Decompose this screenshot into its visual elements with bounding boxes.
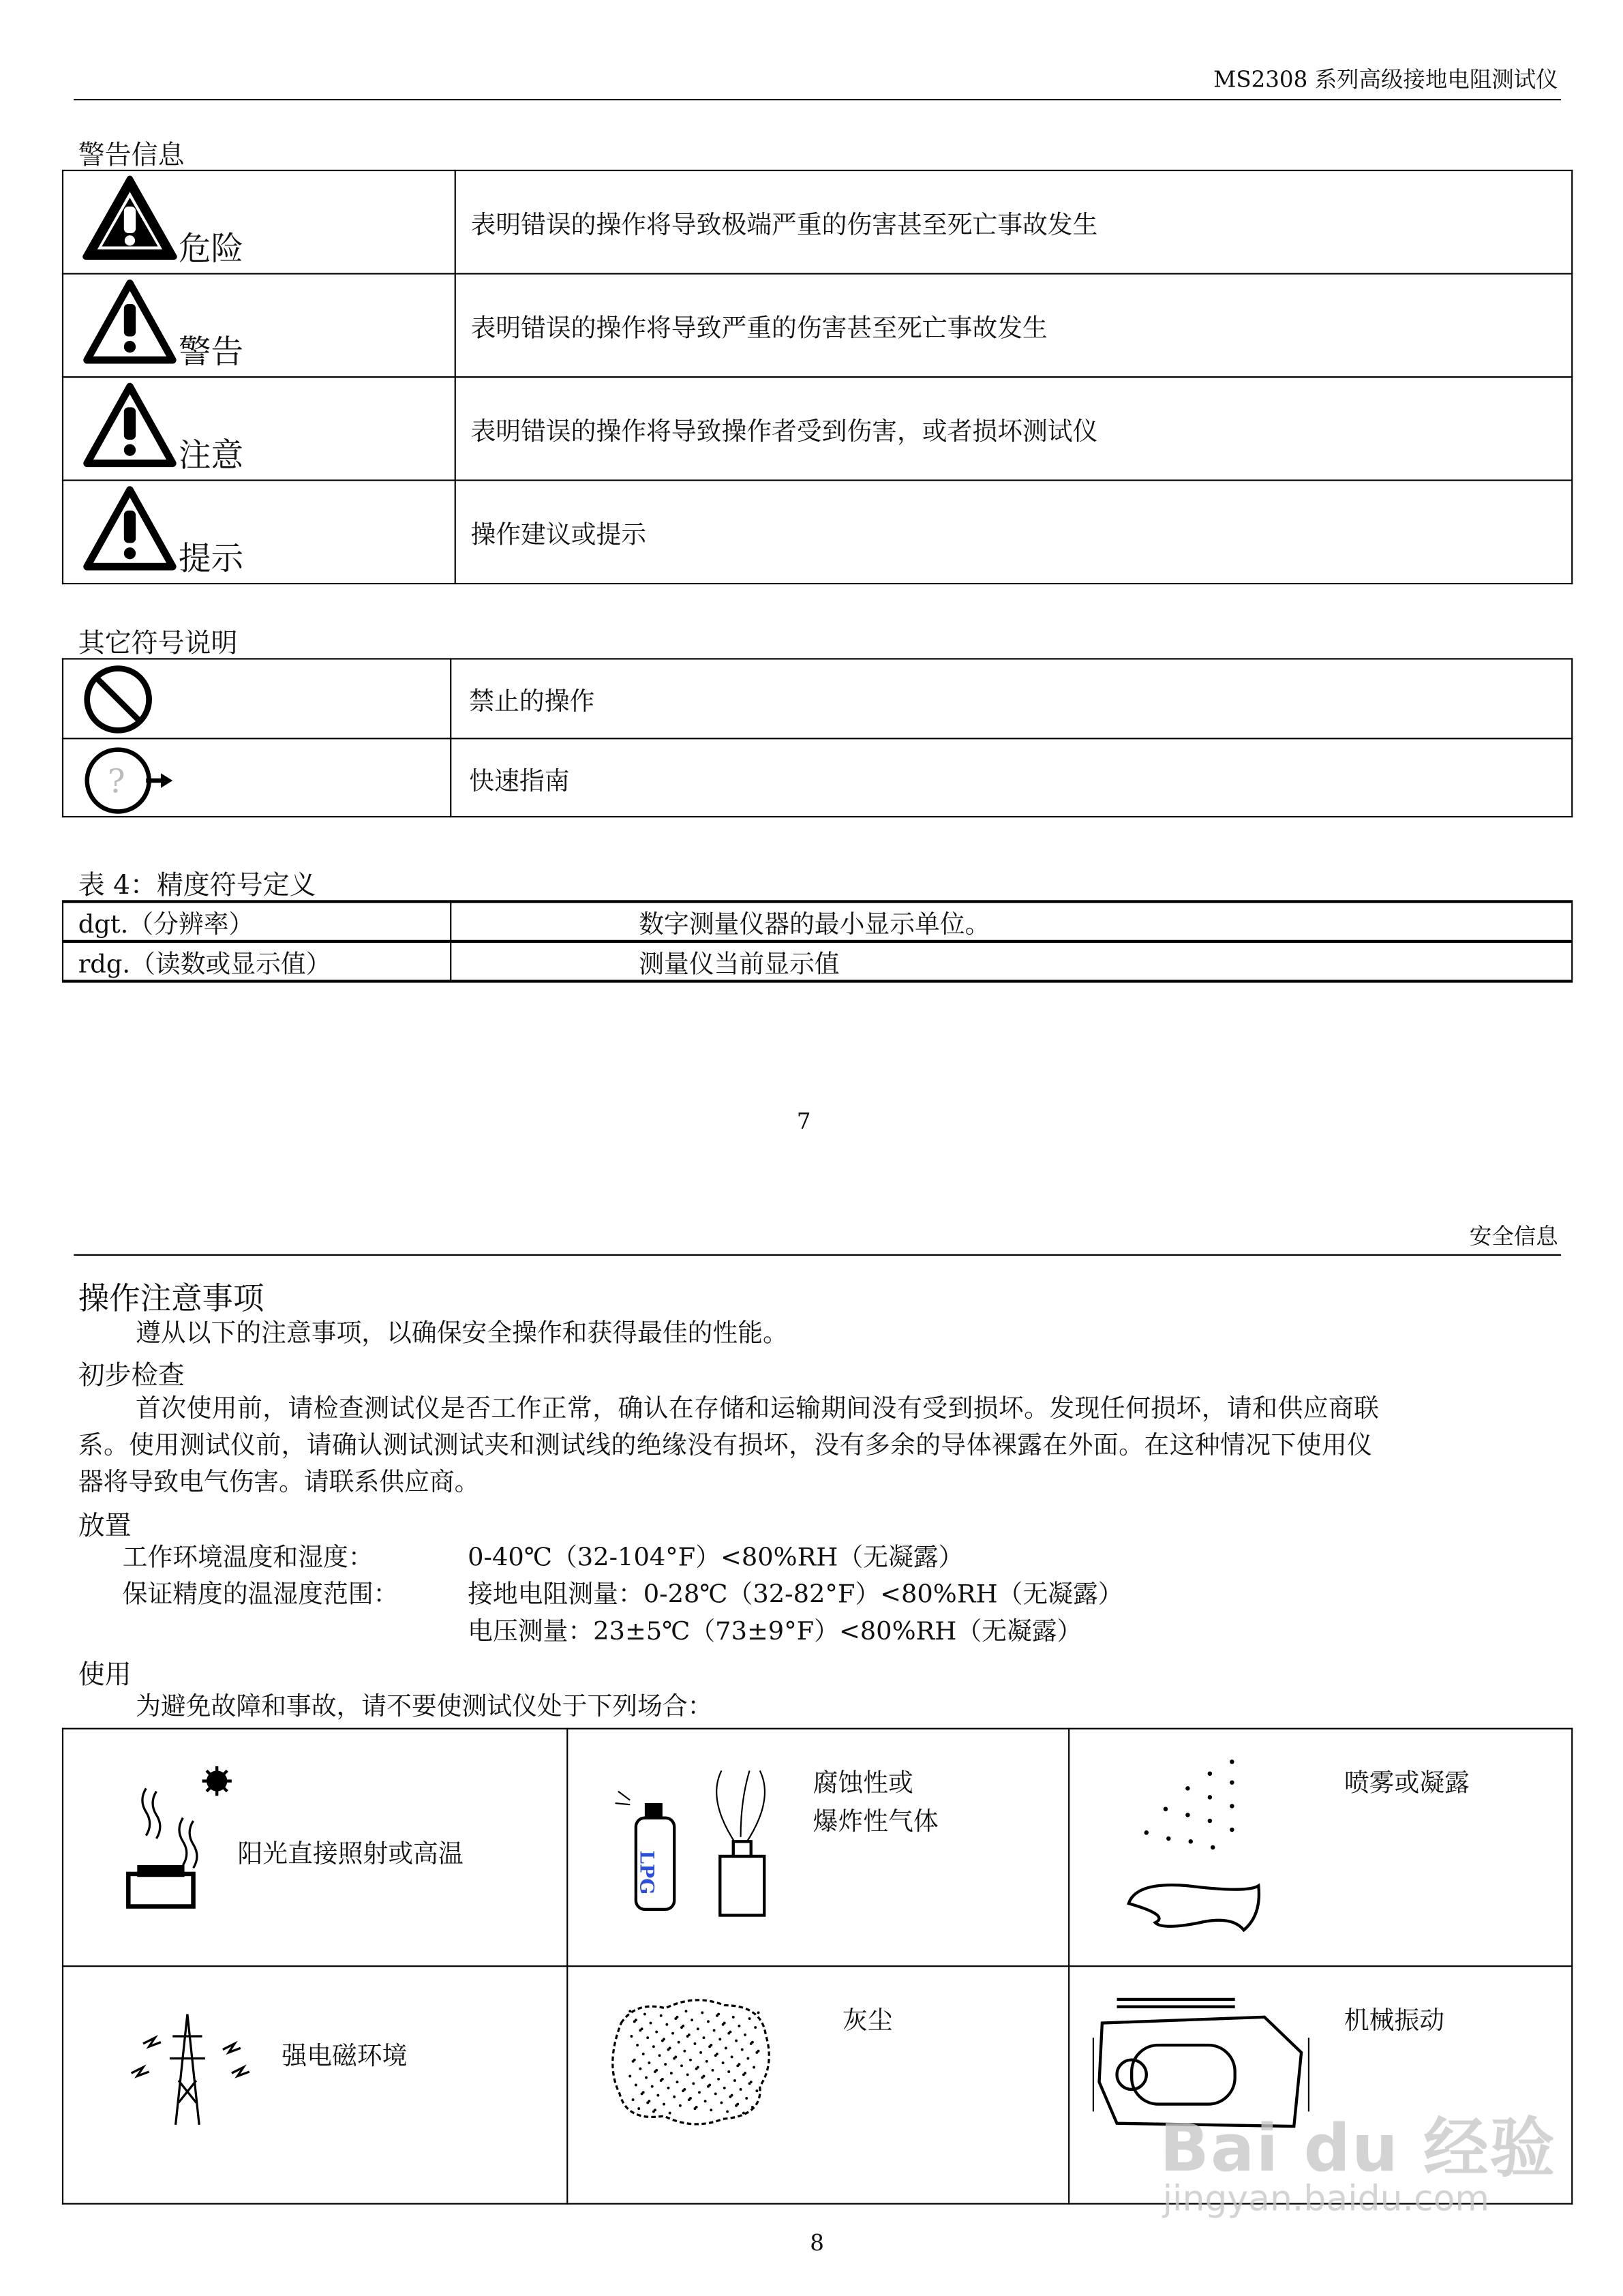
- definition-cell: 测量仪当前显示值: [451, 941, 1572, 981]
- condition-label: 喷雾或凝露: [1344, 1769, 1470, 1799]
- symbols-table: [62, 658, 1573, 817]
- warning-triangle-icon: [81, 277, 179, 366]
- warning-level-label: 警告: [178, 335, 244, 372]
- page-number: 7: [796, 1108, 811, 1135]
- table4-heading: 表 4：精度符号定义: [78, 871, 316, 902]
- warning-description: 操作建议或提示: [455, 481, 1573, 584]
- table-row: [63, 659, 1572, 738]
- condition-label: 阳光直接照射或高温: [237, 1840, 464, 1870]
- danger-filled-triangle-icon: [81, 174, 179, 262]
- other-symbols-heading: 其它符号说明: [78, 629, 238, 660]
- warning-description: 表明错误的操作将导致极端严重的伤害甚至死亡事故发生: [455, 170, 1573, 274]
- spray-condensation-icon: [1114, 1756, 1276, 1948]
- env-label: 工作环境温度和湿度：: [122, 1543, 374, 1573]
- accuracy-label: 保证精度的温湿度范围：: [122, 1580, 399, 1610]
- condition-label: 机械振动: [1344, 2006, 1445, 2037]
- gas-spray-icon: [609, 1756, 787, 1918]
- condition-label: 灰尘: [842, 2006, 893, 2037]
- table-row: [63, 1729, 1572, 1966]
- condition-label: 腐蚀性或: [813, 1769, 913, 1799]
- quick-guide-icon: [81, 744, 179, 815]
- prohibited-icon: [81, 664, 155, 735]
- tip-triangle-icon: [81, 484, 179, 573]
- accuracy-value: 电压测量：23±5℃（73±9°F）<80%RH（无凝露）: [468, 1617, 1082, 1647]
- paragraph-line: 系。使用测试仪前，请确认测试测试夹和测试线的绝缘没有损坏，没有多余的导体裸露在外面。在这种情况下使用仪: [78, 1431, 1373, 1461]
- accuracy-value: 接地电阻测量：0-28℃（32-82°F）<80%RH（无凝露）: [468, 1580, 1123, 1610]
- warning-info-heading: 警告信息: [78, 140, 185, 172]
- usage-intro: 为避免故障和事故，请不要使测试仪处于下列场合：: [136, 1692, 713, 1722]
- subsection-title: 放置: [78, 1511, 132, 1542]
- electromagnetic-tower-icon: [114, 1999, 276, 2132]
- definition-cell: 数字测量仪器的最小显示单位。: [451, 902, 1572, 941]
- section-title: 操作注意事项: [78, 1280, 264, 1316]
- header-rule: [74, 1254, 1561, 1256]
- table-row: [63, 941, 1572, 981]
- condition-label: 爆炸性气体: [813, 1807, 939, 1837]
- warning-description: 表明错误的操作将导致严重的伤害甚至死亡事故发生: [455, 274, 1573, 378]
- watermark-url: jingyan.baidu.com: [1162, 2177, 1490, 2220]
- svg-text:?: ?: [108, 763, 125, 801]
- warning-level-label: 危险: [178, 231, 244, 269]
- env-value: 0-40℃（32-104°F）<80%RH（无凝露）: [468, 1543, 964, 1573]
- paragraph-line: 器将导致电气伤害。请联系供应商。: [78, 1468, 480, 1498]
- page-header-title: MS2308 系列高级接地电阻测试仪: [1213, 66, 1558, 93]
- watermark-logo: Bai du 经验: [1159, 2111, 1557, 2187]
- header-rule: [74, 99, 1561, 100]
- warning-description: 表明错误的操作将导致操作者受到伤害，或者损坏测试仪: [455, 377, 1573, 481]
- sun-heat-icon: [117, 1759, 249, 1914]
- subsection-title: 使用: [78, 1660, 132, 1691]
- warning-level-label: 提示: [178, 541, 244, 579]
- table-row: [63, 738, 1572, 817]
- dust-icon: [609, 1993, 774, 2126]
- table-row: [63, 170, 1572, 274]
- precision-table: [62, 900, 1573, 982]
- condition-label: 强电磁环境: [282, 2042, 408, 2072]
- table-row: [63, 377, 1572, 481]
- table-row: [63, 902, 1572, 941]
- symbol-description: 禁止的操作: [451, 659, 1572, 738]
- table-row: [63, 481, 1572, 584]
- term-cell: rdg.（读数或显示值）: [63, 941, 451, 981]
- intro-text: 遵从以下的注意事项，以确保安全操作和获得最佳的性能。: [136, 1319, 788, 1349]
- page-header-title: 安全信息: [1469, 1223, 1558, 1250]
- paragraph-line: 首次使用前，请检查测试仪是否工作正常，确认在存储和运输期间没有受到损坏。发现任何损坏，请和供应商联: [136, 1394, 1380, 1424]
- page-number: 8: [810, 2229, 824, 2256]
- symbol-description: 快速指南: [451, 738, 1572, 817]
- warning-table: [62, 170, 1573, 584]
- caution-triangle-icon: [81, 380, 179, 469]
- warning-level-label: 注意: [178, 438, 244, 475]
- svg-text:LPG: LPG: [635, 1850, 658, 1895]
- table-row: [63, 274, 1572, 378]
- subsection-title: 初步检查: [78, 1360, 185, 1392]
- term-cell: dgt.（分辨率）: [63, 902, 451, 941]
